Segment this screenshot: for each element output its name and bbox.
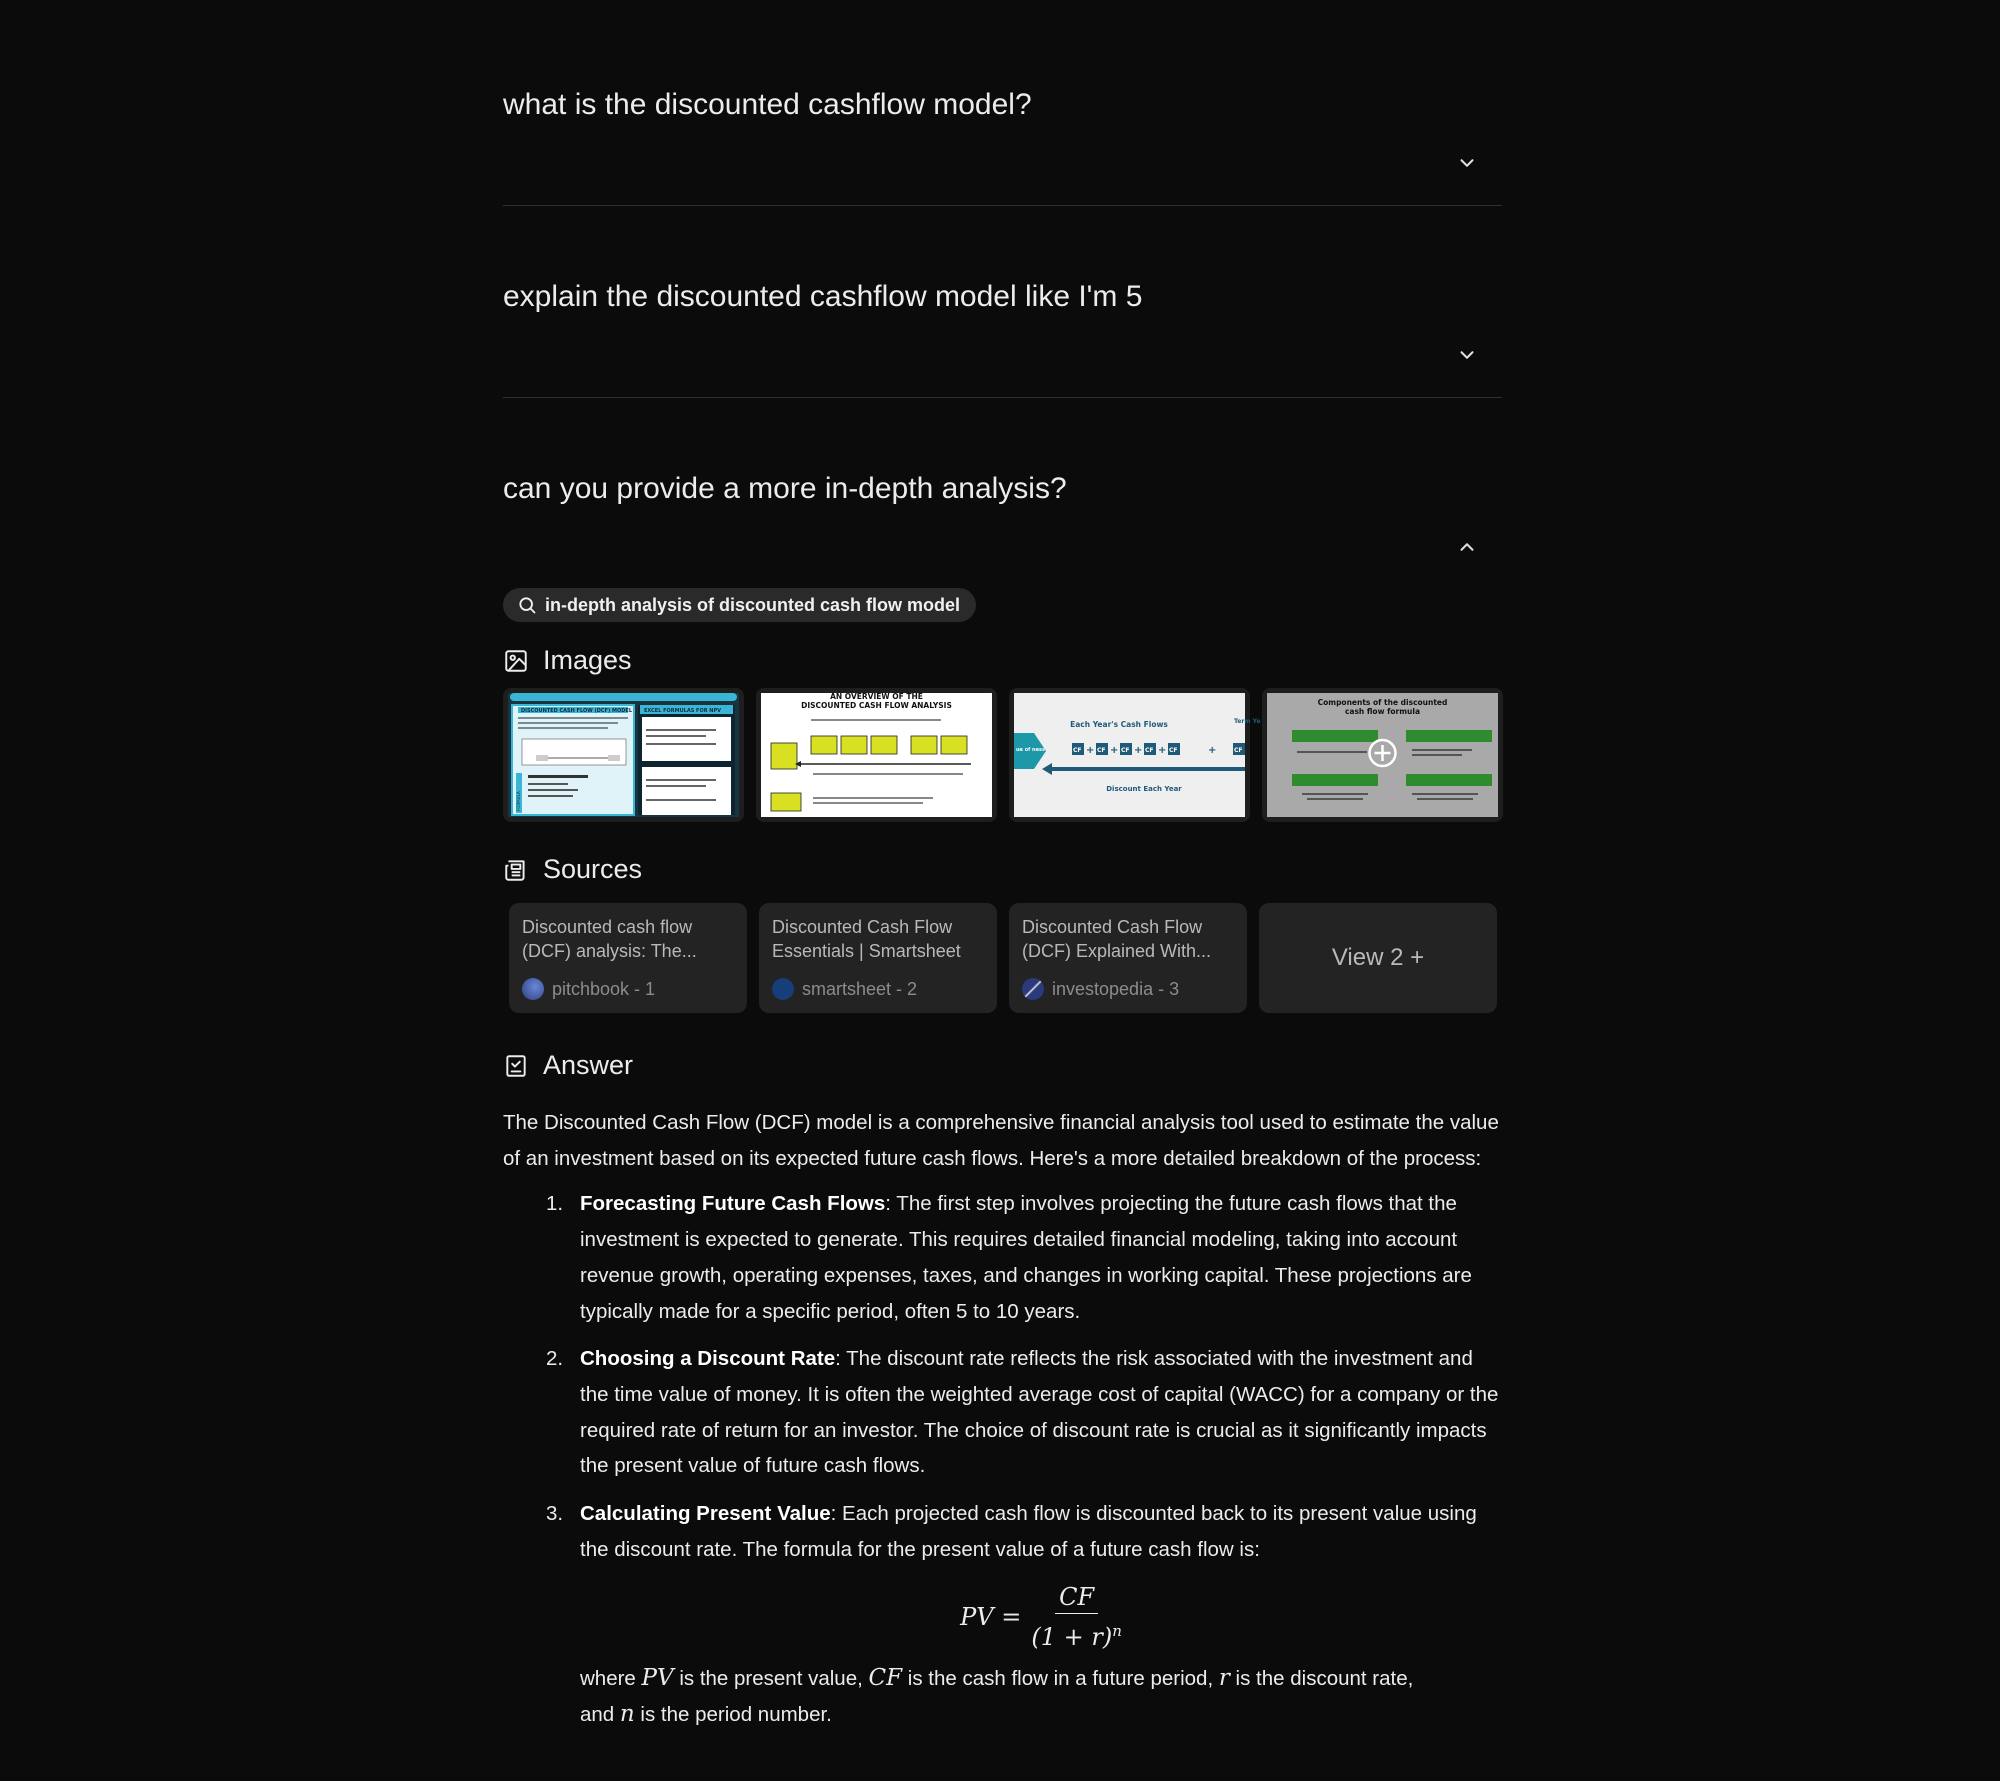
text-run: where	[580, 1667, 642, 1691]
image-icon	[503, 648, 529, 674]
image-thumbnail-1[interactable]	[503, 688, 744, 822]
images-heading	[503, 645, 632, 676]
source-title: Discounted Cash Flow (DCF) Explained With...	[1022, 917, 1212, 961]
source-site: pitchbook - 1	[552, 978, 656, 999]
svg-text:+: +	[1158, 745, 1167, 756]
cf-label-4: CF	[1145, 747, 1154, 754]
question-block-1	[503, 0, 1502, 206]
formula-numerator: CF	[1055, 1583, 1098, 1614]
step-text: : The first step involves projecting the future cash flows that the investment is expected to generate. This requires detailed financial modeling, taking into account revenue growth, operating expenses, taxes, and changes in working capital. These projections are typically made for a specific period, often 5 to 10 years.	[580, 1192, 1472, 1323]
thumb-2-title: AN OVERVIEW OF THE DISCOUNTED CASH FLOW ANALYSIS	[847, 716, 906, 718]
images-heading-label: Images	[543, 645, 632, 675]
question-text: explain the discounted cashflow model like I'm 5	[503, 280, 1143, 313]
svg-text:DISCOUNTED CASH FLOW ANALYSIS: DISCOUNTED CASH FLOW ANALYSIS	[801, 701, 952, 710]
cf-label-1: CF	[1073, 747, 1082, 754]
svg-text:+: +	[1110, 745, 1119, 756]
sources-heading-label: Sources	[543, 854, 643, 884]
answer-steps	[503, 1186, 1502, 1732]
answer-intro: The Discounted Cash Flow (DCF) model is a comprehensive financial analysis tool used to estimate the value of an investment based on its expected future cash flows. Here's a more detailed breakdown of the process:	[503, 1111, 1499, 1170]
math-var: n	[619, 1701, 635, 1728]
text-run: is the present value,	[673, 1667, 869, 1691]
source-site: smartsheet - 2	[802, 978, 918, 999]
text-run: is the discount rate,	[1229, 1667, 1414, 1691]
chevron-down-icon[interactable]	[1456, 344, 1478, 366]
formula-lhs: PV =	[960, 1603, 1022, 1632]
text-run: is the period number.	[634, 1703, 832, 1727]
chevron-down-icon[interactable]	[1456, 152, 1478, 174]
newspaper-icon	[503, 857, 529, 883]
thumb-1-side: FORMULA	[516, 791, 521, 811]
list-number: 2.	[546, 1347, 564, 1371]
thumb-3-footer: Discount Each Year	[1106, 785, 1182, 793]
source-card-investopedia[interactable]	[1009, 903, 1247, 1013]
thumb-3-title: Each Year's Cash Flows	[1070, 720, 1168, 729]
text-run: is the cash flow in a future period,	[902, 1667, 1219, 1691]
formula-denominator-wrap	[1031, 1614, 1122, 1651]
cf-label-3: CF	[1121, 747, 1130, 754]
svg-text:+: +	[1208, 745, 1217, 756]
thumb-4-title: Components of the discounted cash flow formula	[1357, 717, 1408, 719]
list-item	[503, 1496, 1502, 1733]
math-var: r	[1218, 1665, 1230, 1692]
list-item	[503, 1186, 1502, 1329]
thumb-3-left-tag: ue of ness	[1016, 747, 1045, 753]
answer-heading	[503, 1050, 633, 1081]
source-site: investopedia - 3	[1052, 978, 1180, 999]
math-var: CF	[868, 1665, 903, 1692]
source-card-smartsheet[interactable]	[759, 903, 997, 1013]
pv-formula	[580, 1583, 1502, 1651]
svg-text:Components of the discounted: Components of the discounted	[1317, 698, 1448, 707]
step-text: : Each projected cash flow is discounted back to its present value using the discount rate. The formula for the present value of a future cash flow is:	[580, 1502, 1477, 1561]
view-more-sources-button[interactable]: View 2 +	[1259, 903, 1497, 1013]
step-title: Forecasting Future Cash Flows	[580, 1192, 886, 1216]
svg-text:+: +	[1134, 745, 1143, 756]
formula-explanation	[580, 1661, 1502, 1732]
svg-text:AN OVERVIEW OF THE: AN OVERVIEW OF THE	[830, 692, 923, 701]
thumb-3-right-tag: Term Ye	[1234, 718, 1261, 725]
cf-label-6: CF	[1234, 747, 1243, 754]
image-thumbnail-2[interactable]	[756, 688, 997, 822]
thumb-1-title: DISCOUNTED CASH FLOW (DCF) MODEL	[521, 708, 633, 714]
formula-fraction	[1031, 1583, 1122, 1651]
pitchbook-favicon-icon	[522, 978, 544, 1000]
step-title: Calculating Present Value	[580, 1502, 831, 1526]
formula-denominator: (1 + r)	[1031, 1623, 1113, 1652]
svg-text:cash flow formula: cash flow formula	[1344, 707, 1421, 716]
answer-book-icon	[503, 1053, 529, 1079]
list-number: 1.	[546, 1192, 564, 1216]
svg-text:+: +	[1086, 745, 1095, 756]
answer-body	[503, 1105, 1502, 1745]
list-item	[503, 1341, 1502, 1484]
image-thumbnails	[503, 688, 1503, 822]
image-thumbnail-3[interactable]	[1009, 688, 1261, 822]
question-text: what is the discounted cashflow model?	[503, 88, 1032, 121]
question-block-3	[503, 397, 1502, 557]
formula-exponent: n	[1112, 1622, 1122, 1641]
cf-label-5: CF	[1169, 747, 1178, 754]
step-text: : The discount rate reflects the risk associated with the investment and the time value of money. It is often the weighted average cost of capital (WACC) for a company or the required rate of return for an investor. The choice of discount rate is crucial as it significantly impacts the present value of future cash flows.	[580, 1347, 1499, 1478]
cf-label-2: CF	[1097, 747, 1106, 754]
thumb-1-sub: EXCEL FORMULAS FOR NPV	[644, 708, 722, 714]
search-query-text: in-depth analysis of discounted cash flow model	[545, 594, 961, 615]
chevron-up-icon[interactable]	[1456, 536, 1478, 558]
text-run: and	[580, 1703, 620, 1727]
smartsheet-favicon-icon	[772, 978, 794, 1000]
source-cards	[509, 903, 1497, 1013]
math-var: PV	[641, 1665, 674, 1692]
image-thumbnail-4[interactable]	[1262, 688, 1503, 822]
sources-heading	[503, 854, 642, 885]
answer-heading-label: Answer	[543, 1050, 634, 1080]
search-query-chip[interactable]	[503, 588, 976, 622]
list-number: 3.	[546, 1502, 564, 1526]
investopedia-favicon-icon	[1022, 978, 1044, 1000]
source-title: Discounted Cash Flow Essentials | Smartsheet	[772, 917, 961, 961]
question-text: can you provide a more in-depth analysis?	[503, 472, 1067, 505]
search-icon	[517, 595, 537, 615]
source-card-pitchbook[interactable]	[509, 903, 747, 1013]
step-title: Choosing a Discount Rate	[580, 1347, 836, 1371]
source-title: Discounted cash flow (DCF) analysis: The...	[522, 917, 697, 961]
question-block-2	[503, 205, 1502, 398]
